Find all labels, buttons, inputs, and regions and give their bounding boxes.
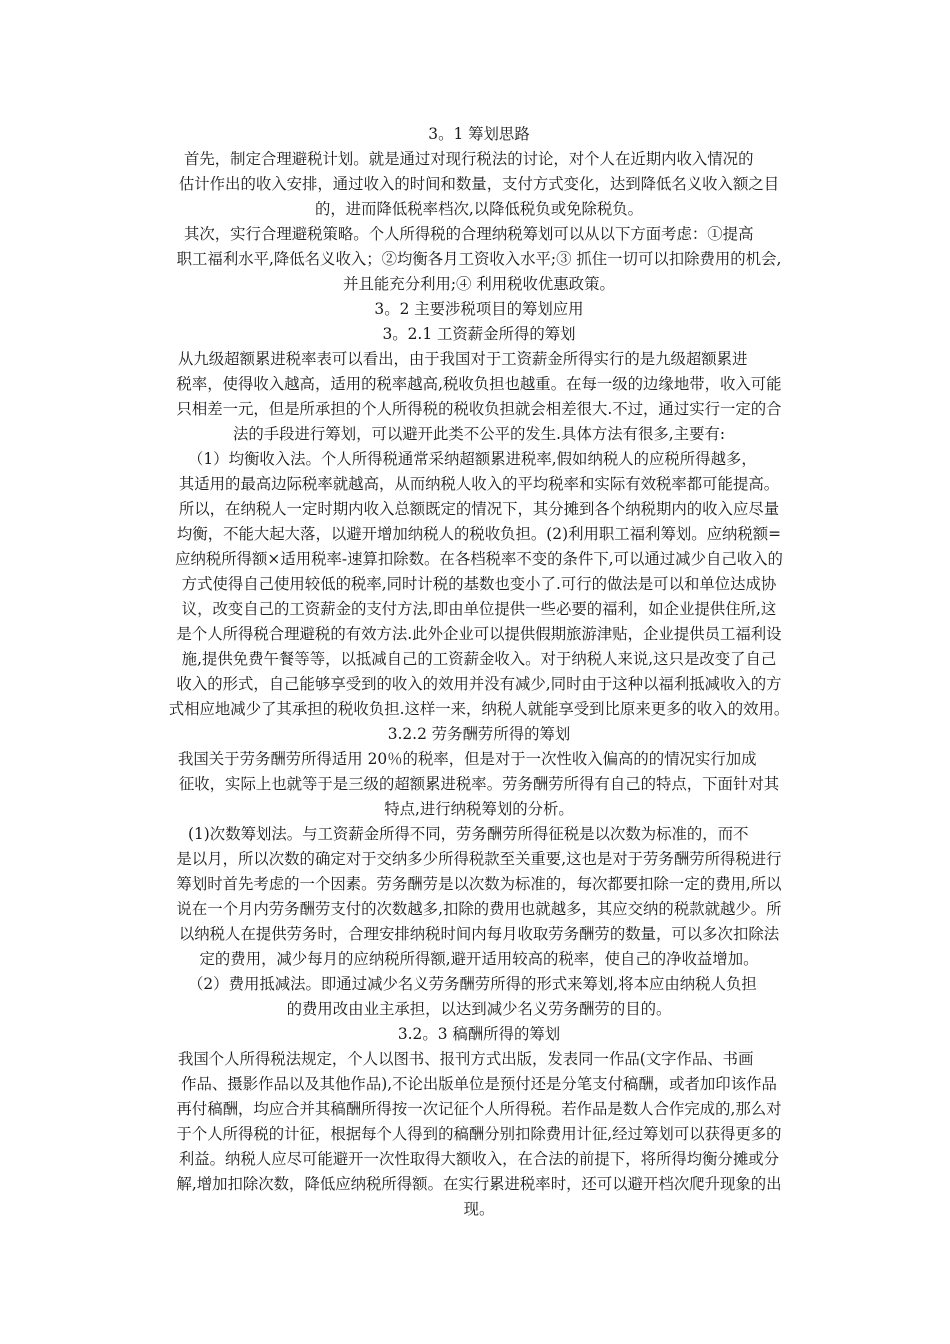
text-line: 施,提供免费午餐等等，以抵减自己的工资薪金收入。对于纳税人来说,这只是改变了自己	[181, 650, 777, 668]
text-line: 从九级超额累进税率表可以看出，由于我国对于工资薪金所得实行的是九级超额累进	[178, 350, 748, 368]
text-line: 其次，实行合理避税策略。个人所得税的合理纳税筹划可以从以下方面考虑：①提高	[184, 225, 754, 243]
text-line: 的费用改由业主承担，以达到减少名义劳务酬劳的目的。	[286, 1000, 672, 1018]
text-line: 是以月，所以次数的确定对于交纳多少所得税款至关重要,这也是对于劳务酬劳所得税进行	[176, 850, 782, 868]
text-line: 首先，制定合理避税计划。就是通过对现行税法的讨论，对个人在近期内收入情况的	[184, 150, 754, 168]
text-line: 所以，在纳税人一定时期内收入总额既定的情况下，其分摊到各个纳税期内的收入应尽量	[178, 500, 780, 518]
text-line: 职工福利水平,降低名义收入；②均衡各月工资收入水平;③ 抓住一切可以扣除费用的机会,	[176, 250, 782, 268]
text-line: 收入的形式，自己能够享受到的收入的效用并没有减少,同时由于这种以福利抵减收入的方	[176, 675, 782, 693]
text-line: 我国个人所得税法规定，个人以图书、报刊方式出版，发表同一作品(文字作品、书画	[178, 1050, 754, 1068]
text-line: 只相差一元，但是所承担的个人所得税的税收负担就会相差很大.不过，通过实行一定的合	[176, 400, 782, 418]
text-line: 利益。纳税人应尽可能避开一次性取得大额收入，在合法的前提下，将所得均衡分摊或分	[178, 1150, 780, 1168]
document-page	[140, 122, 818, 1222]
subsection-heading: 3.2。3 稿酬所得的筹划	[397, 1025, 561, 1043]
subsection-heading: 3.2.2 劳务酬劳所得的筹划	[387, 725, 571, 743]
text-line: (1)次数筹划法。与工资薪金所得不同，劳务酬劳所得征税是以次数为标准的，而不	[188, 825, 749, 843]
text-line: 于个人所得税的计征，根据每个人得到的稿酬分别扣除费用计征,经过筹划可以获得更多的	[176, 1125, 782, 1143]
text-line: 说在一个月内劳务酬劳支付的次数越多,扣除的费用也就越多，其应交纳的税款就越少。所	[176, 900, 782, 918]
text-line: 征收，实际上也就等于是三级的超额累进税率。劳务酬劳所得有自己的特点，下面针对其	[178, 775, 780, 793]
text-line: 均衡，不能大起大落，以避开增加纳税人的税收负担。(2)利用职工福利筹划。应纳税额=	[176, 525, 782, 543]
subsection-heading: 3。2.1 工资薪金所得的筹划	[382, 325, 576, 343]
text-line: 特点,进行纳税筹划的分析。	[384, 800, 574, 818]
text-line: 解,增加扣除次数，降低应纳税所得额。在实行累进税率时，还可以避开档次爬升现象的出	[176, 1175, 782, 1193]
text-line: 式相应地减少了其承担的税收负担.这样一来，纳税人就能享受到比原来更多的收入的效用。	[168, 700, 790, 718]
text-line: 作品、摄影作品以及其他作品),不论出版单位是预付还是分笔支付稿酬，或者加印该作品	[181, 1075, 777, 1093]
text-line: （2）费用抵减法。即通过减少名义劳务酬劳所得的形式来筹划,将本应由纳税人负担	[188, 975, 757, 993]
text-line: 是个人所得税合理避税的有效方法.此外企业可以提供假期旅游津贴，企业提供员工福利设	[176, 625, 782, 643]
text-line: 估计作出的收入安排，通过收入的时间和数量，支付方式变化，达到降低名义收入额之目	[178, 175, 780, 193]
text-line: 筹划时首先考虑的一个因素。劳务酬劳是以次数为标准的，每次都要扣除一定的费用,所以	[176, 875, 782, 893]
text-line: 并且能充分利用;④ 利用税收优惠政策。	[343, 275, 615, 293]
text-line: 法的手段进行筹划，可以避开此类不公平的发生.具体方法有很多,主要有:	[232, 425, 726, 443]
text-line: 再付稿酬，均应合并其稿酬所得按一次记征个人所得税。若作品是数人合作完成的,那么对	[176, 1100, 782, 1118]
text-line-with-link	[140, 597, 818, 622]
section-heading: 3。1 筹划思路	[428, 125, 530, 143]
text-line: 应纳税所得额×适用税率-速算扣除数。在各档税率不变的条件下,可以通过减少自己收入的	[175, 550, 783, 568]
text-segment: 议，改变自己的工资薪金的支付方法,即由单位提供一些必要的福利，如企业提供住所,这	[181, 600, 777, 618]
section-heading: 3。2 主要涉税项目的筹划应用	[374, 300, 584, 318]
text-line: 我国关于劳务酬劳所得适用 20％的税率，但是对于一次性收入偏高的的情况实行加成	[178, 750, 757, 768]
text-line: 以纳税人在提供劳务时，合理安排纳税时间内每月收取劳务酬劳的数量，可以多次扣除法	[178, 925, 780, 943]
text-line: （1）均衡收入法。个人所得税通常采纳超额累进税率,假如纳税人的应税所得越多，	[188, 450, 757, 468]
text-line: 的，进而降低税率档次,以降低税负或免除税负。	[314, 200, 644, 218]
text-line: 方式使得自己使用较低的税率,同时计税的基数也变小了.可行的做法是可以和单位达成协	[181, 575, 777, 593]
text-line: 其适用的最高边际税率就越高，从而纳税人收入的平均税率和实际有效税率都可能提高。	[178, 475, 780, 493]
text-line: 现。	[463, 1200, 495, 1218]
text-line: 税率，使得收入越高，适用的税率越高,税收负担也越重。在每一级的边缘地带，收入可能	[176, 375, 782, 393]
text-line: 定的费用，减少每月的应纳税所得额,避开适用较高的税率，使自己的净收益增加。	[199, 950, 759, 968]
